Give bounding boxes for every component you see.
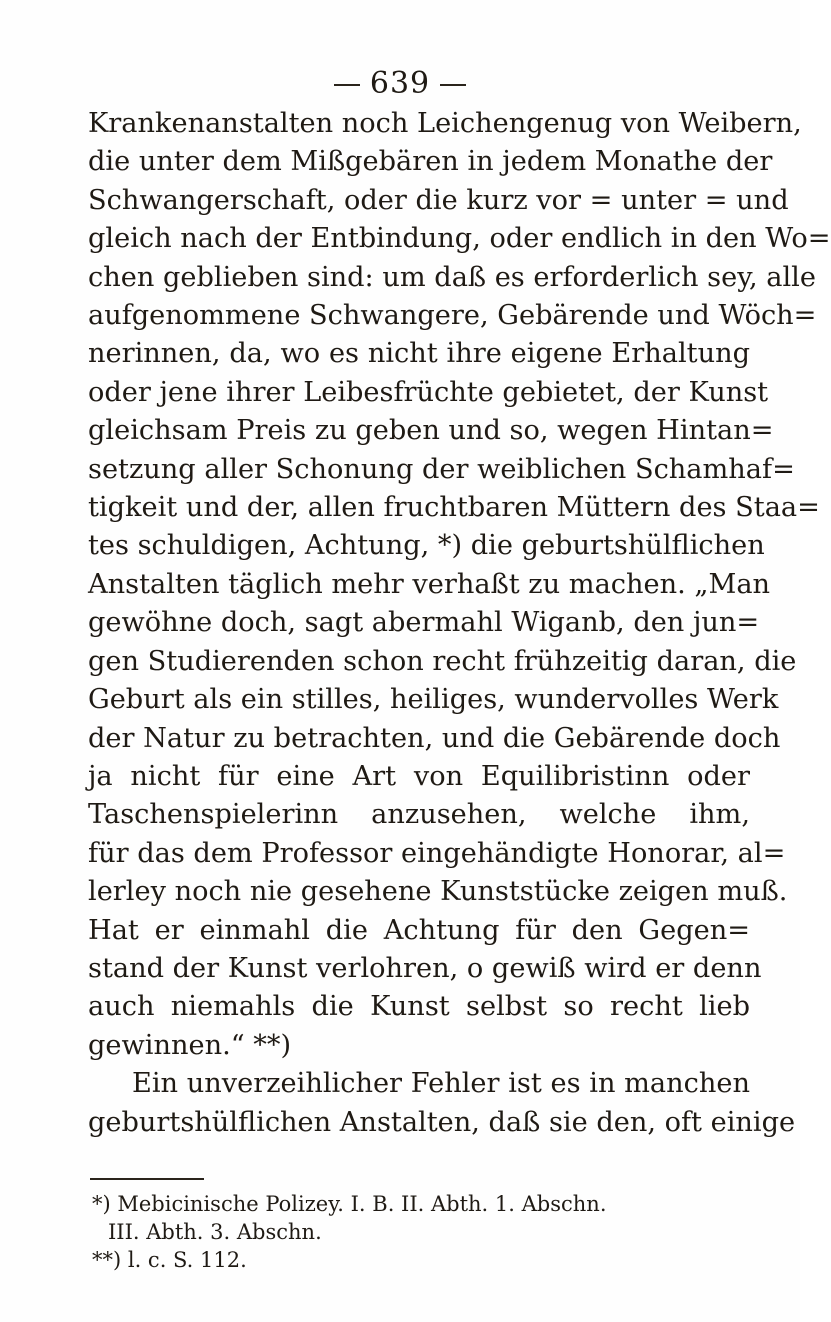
header-dash-left <box>334 84 360 86</box>
text-line: gewinnen.“ **) <box>88 1029 292 1061</box>
text-line: tes schuldigen, Achtung, *) die geburtshülflichen <box>88 530 765 562</box>
text-line: Schwangerschaft, oder die kurz vor = unter = und <box>88 184 789 216</box>
text-line: die unter dem Mißgebären in jedem Monathe der <box>88 146 773 178</box>
footnote: **) l. c. S. 112. <box>92 1248 247 1272</box>
text-line: chen geblieben sind: um daß es erforderlich sey, alle <box>88 261 816 293</box>
header-dash-right <box>440 84 466 86</box>
text-line: auch niemahls die Kunst selbst so recht lieb <box>88 991 750 1023</box>
text-line: für das dem Professor eingehändigte Honorar, al= <box>88 837 786 869</box>
text-line: nerinnen, da, wo es nicht ihre eigene Erhaltung <box>88 338 750 370</box>
footnotes <box>92 1190 712 1274</box>
text-line: oder jene ihrer Leibesfrüchte gebietet, der Kunst <box>88 376 769 408</box>
text-line: stand der Kunst verlohren, o gewiß wird er denn <box>88 952 762 984</box>
text-line: Taschenspielerinn anzusehen, welche ihm, <box>88 799 750 831</box>
text-line: Anstalten täglich mehr verhaßt zu machen. „Man <box>88 568 771 600</box>
page-number: 639 <box>369 66 431 101</box>
text-line: setzung aller Schonung der weiblichen Schamhaf= <box>88 453 795 485</box>
text-line: gen Studierenden schon recht frühzeitig daran, die <box>88 645 797 677</box>
text-line: aufgenommene Schwangere, Gebärende und Wöch= <box>88 300 817 332</box>
text-line: gleichsam Preis zu geben und so, wegen Hintan= <box>88 415 774 447</box>
text-line: tigkeit und der, allen fruchtbaren Müttern des Staa= <box>88 492 820 524</box>
text-line: ja nicht für eine Art von Equilibristinn oder <box>88 760 750 792</box>
body-text <box>88 105 831 1142</box>
text-line: Ein unverzeihlicher Fehler ist es in manchen <box>132 1068 750 1100</box>
text-line: gleich nach der Entbindung, oder endlich in den Wo= <box>88 223 831 255</box>
footnote-rule <box>90 1178 204 1180</box>
text-line: der Natur zu betrachten, und die Gebärende doch <box>88 722 781 754</box>
footnote-continuation: III. Abth. 3. Abschn. <box>108 1220 322 1244</box>
footnote: *) Mebicinische Polizey. I. B. II. Abth. 1. Abschn. <box>92 1192 607 1216</box>
text-line: Hat er einmahl die Achtung für den Gegen= <box>88 914 750 946</box>
text-line: geburtshülflichen Anstalten, daß sie den, oft einige <box>88 1106 796 1138</box>
text-line: Geburt als ein stilles, heiliges, wundervolles Werk <box>88 684 779 716</box>
text-line: Krankenanstalten noch Leichengenug von Weibern, <box>88 108 802 139</box>
text-line: gewöhne doch, sagt abermahl Wiganb, den jun= <box>88 607 760 639</box>
page-header <box>0 66 800 101</box>
text-line: lerley noch nie gesehene Kunststücke zeigen muß. <box>88 876 788 908</box>
